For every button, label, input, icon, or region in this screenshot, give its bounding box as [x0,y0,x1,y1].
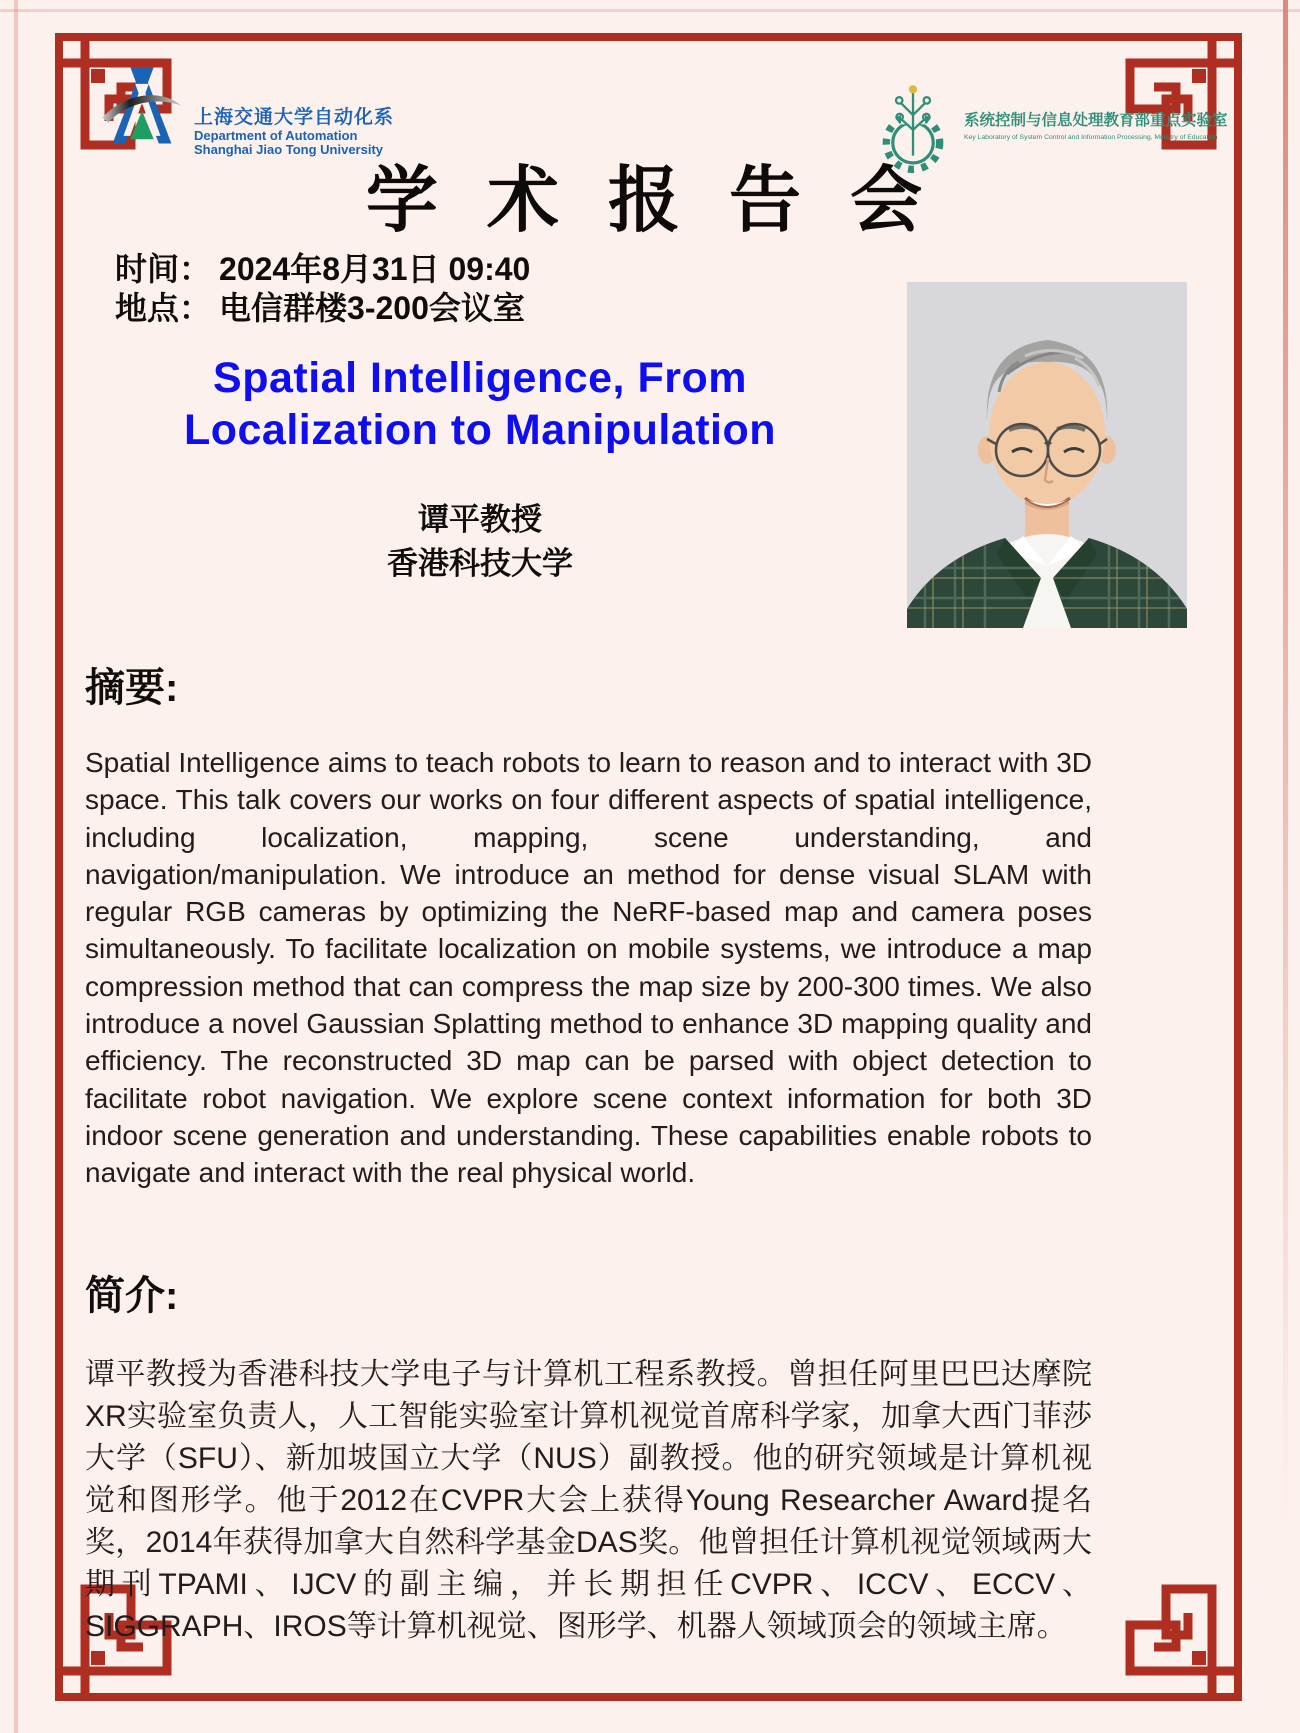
bio-heading: 简介: [85,1274,179,1318]
abstract-heading: 摘要: [85,666,179,710]
sjtu-name-cn: 上海交通大学自动化系 [194,107,395,128]
time-label: 时间： [115,251,212,287]
speaker-name: 谭平教授 [418,502,542,537]
event-time-row [115,250,530,289]
sjtu-dept-en: Department of Automation [194,128,358,143]
talk-title [85,352,875,456]
talk-title-line1: Spatial Intelligence, From [213,354,747,402]
speaker-block [85,498,875,586]
edge-line-left [14,0,18,1733]
location-value: 电信群楼3-200会议室 [219,290,525,326]
speaker-photo [907,282,1187,628]
event-meta [115,250,530,328]
keylab-name-cn: 系统控制与信息处理教育部重点实验室 [964,112,1228,129]
poster-headline: 学 术 报 告 会 [365,157,935,242]
bio-body: 谭平教授为香港科技大学电子与计算机工程系教授。曾担任阿里巴巴达摩院XR实验室负责人，人工智能实验室计算机视觉首席科学家，加拿大西门菲莎大学（SFU）、新加坡国立大学（NUS）副教授。他的研究领域是计算机视觉和图形学。他于2012在CVPR大会上获得Young Researcher Award提名奖，2014年获得加拿大自然科学基金DAS奖。他曾担任计算机视觉领域两大期刊TPAMI、IJCV的副主编，并长期担任CVPR、ICCV、ECCV、SIGGRAPH、IROS等计算机视觉、图形学、机器人领域顶会的领域主席。 [85,1358,1092,1643]
sjtu-univ-en: Shanghai Jiao Tong University [194,142,384,157]
edge-line-top [0,9,1300,12]
keylab-name-en: Key Laboratory of System Control and Information Processing, Ministry of Education [964,134,1218,141]
location-label: 地点： [115,290,212,326]
speaker-affiliation: 香港科技大学 [387,546,573,581]
abstract-body: Spatial Intelligence aims to teach robots to learn to reason and to interact with 3D space. This talk covers our works on four different aspects of spatial intelligence, including localization, mapping, scene understanding, and navigation/manipulation. We introduce an method for dense visual SLAM with regular RGB cameras by optimizing the NeRF-based map and camera poses simultaneously. To facilitate localization on mobile systems, we introduce a map compression method that can compress the map size by 200-300 times. We also introduce a novel Gaussian Splatting method to enhance 3D mapping quality and efficiency. The reconstructed 3D map can be parsed with object detection to facilitate robot navigation. We explore scene context information for both 3D indoor scene generation and understanding. These capabilities enable robots to navigate and interact with the real physical world. [85,747,1093,1189]
time-value: 2024年8月31日 09:40 [219,251,531,287]
event-location-row [115,289,530,328]
talk-title-line2: Localization to Manipulation [183,406,777,454]
meander-corner-bottom-right [1092,1551,1242,1701]
